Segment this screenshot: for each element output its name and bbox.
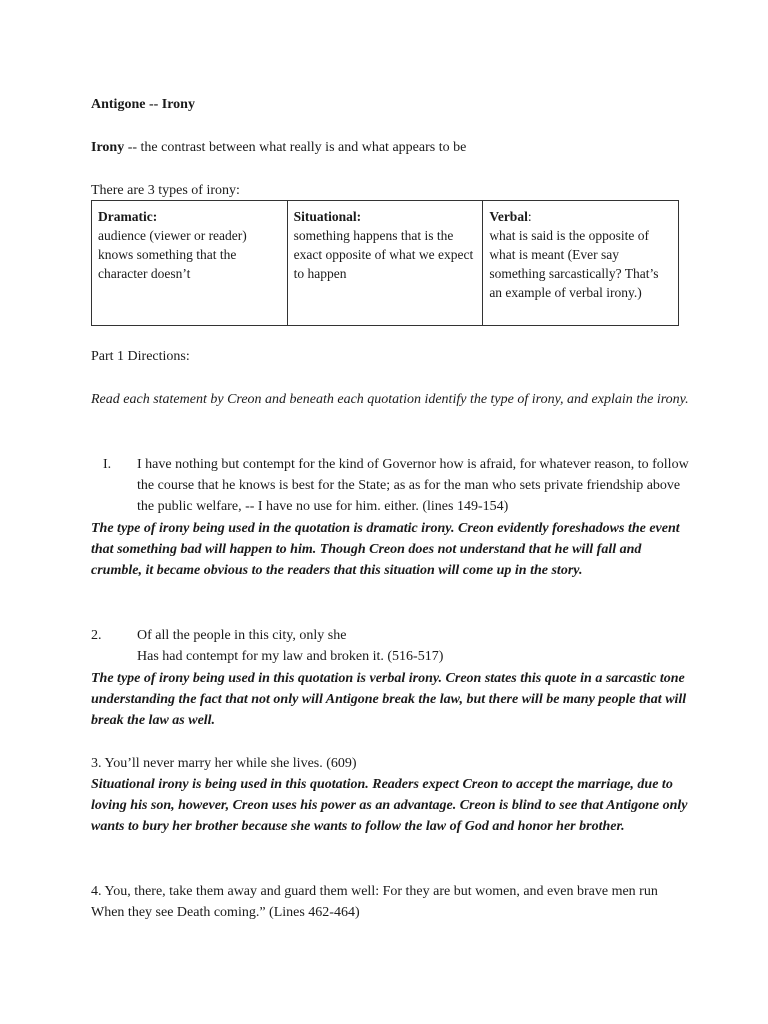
item-3-answer: Situational irony is being used in this quotation. Readers expect Creon to accept the marriage, due to loving his son, however, Creon uses his power as an advantage. Creon is blind to see that Antigone only wants to bury her brother because she wants to follow the law of God and honor her brother. [91, 777, 688, 834]
item-1-number: I. [103, 457, 112, 472]
verbal-desc: what is said is the opposite of what is meant (Ever say something sarcastically? That’s an example of verbal irony.) [489, 228, 659, 300]
item-2-quote [137, 625, 697, 667]
item-3-quote: 3. You’ll never marry her while she lives. (609) [91, 756, 357, 771]
definition-text: -- the contrast between what really is and what appears to be [124, 140, 467, 155]
verbal-heading-colon: : [527, 209, 532, 224]
item-2-number: 2. [91, 628, 102, 643]
directions-text: Read each statement by Creon and beneath each quotation identify the type of irony, and explain the irony. [91, 392, 689, 407]
table-row [92, 201, 679, 326]
dramatic-desc: audience (viewer or reader) knows something that the character doesn’t [98, 228, 247, 281]
part1-label: Part 1 Directions: [91, 349, 190, 364]
item-1-quote: I have nothing but contempt for the kind of Governor how is afraid, for whatever reason, to follow the course that he knows is best for the State; as as for the man who sets private friendship above the public welfare, -- I have no use for him. either. (lines 149-154) [137, 457, 689, 514]
situational-heading: Situational: [293, 209, 362, 224]
situational-cell [287, 201, 483, 326]
types-intro: There are 3 types of irony: [91, 183, 240, 198]
situational-desc: something happens that is the exact opposite of what we expect to happen [293, 228, 474, 281]
item-2-quote-line-2: Has had contempt for my law and broken it. (516-517) [137, 649, 444, 664]
page-title: Antigone -- Irony [91, 97, 195, 112]
verbal-heading: Verbal [489, 209, 528, 224]
verbal-cell [483, 201, 679, 326]
item-2-answer: The type of irony being used in this quotation is verbal irony. Creon states this quote in a sarcastic tone understanding the fact that not only will Antigone break the law, but there will be many people that will break the law as well. [91, 671, 687, 728]
irony-types-table [91, 200, 679, 326]
item-2-quote-line-1: Of all the people in this city, only she [137, 628, 347, 643]
dramatic-heading: Dramatic: [98, 209, 158, 224]
definition-term: Irony [91, 140, 125, 155]
item-4-quote: 4. You, there, take them away and guard them well: For they are but women, and even brave men run When they see Death coming.” (Lines 462-464) [91, 884, 658, 920]
item-1-answer: The type of irony being used in the quotation is dramatic irony. Creon evidently foreshadows the event that something bad will happen to him. Though Creon does not understand that he will fall and crumble, it became obvious to the readers that this situation will come up in the story. [91, 521, 680, 578]
irony-definition [91, 137, 691, 158]
dramatic-cell [92, 201, 288, 326]
